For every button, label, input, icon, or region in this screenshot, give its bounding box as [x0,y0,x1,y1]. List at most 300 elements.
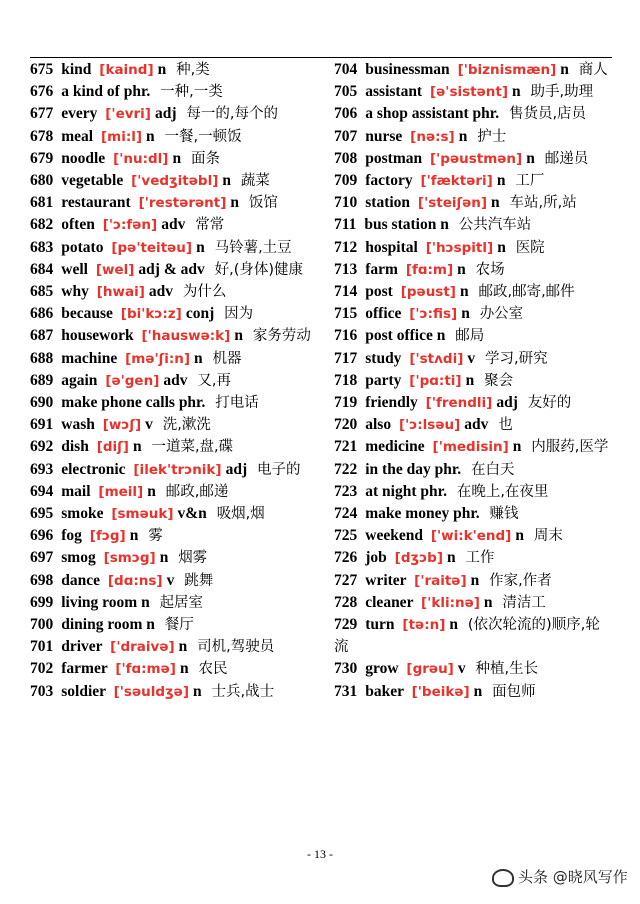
entry-phonetic: [mə'ʃi:n] [125,350,191,367]
vocab-entry [30,436,320,458]
entry-number: 692 [30,438,54,456]
entry-word: because [61,305,113,323]
entry-meaning: 在白天 [471,461,515,478]
vocab-entry [334,481,614,503]
entry-word: in the day [365,460,431,478]
entry-part-of-speech: n [147,482,156,500]
entry-number: 699 [30,593,54,611]
entry-phonetic: [meil] [98,483,144,500]
entry-part-of-speech: n [483,593,493,611]
entry-phonetic: ['kli:nə] [421,594,480,611]
entry-part-of-speech: n [512,438,522,456]
entry-phonetic: [wel] [95,261,135,278]
entry-number: 720 [334,416,358,434]
entry-part-of-speech: n [146,616,155,634]
entry-part-of-speech: adj [154,105,177,123]
entry-word: often [61,216,95,234]
entry-meaning: 周末 [533,528,563,545]
vocab-entry [334,370,614,392]
entry-number: 702 [30,660,54,678]
entry-number: 701 [30,638,54,656]
entry-meaning: 常常 [195,217,225,234]
entry-phonetic: [smɔg] [103,550,156,567]
entry-word: housework [61,327,134,345]
entry-part-of-speech: n [129,527,139,545]
entry-meaning: 作家,作者 [489,572,552,589]
watermark [492,866,628,887]
entry-meaning: 助手,助理 [530,84,594,101]
entry-word: nurse [365,127,403,145]
entry-word: post office [365,327,433,345]
entry-meaning: 邮局 [455,328,485,345]
entry-meaning: 也 [498,417,513,434]
entry-part-of-speech: adv [161,216,186,234]
entry-part-of-speech: n [457,260,466,278]
entry-word: weekend [365,527,423,545]
entry-number: 721 [334,438,358,456]
entry-word: medicine [365,438,425,456]
vocab-entry [334,325,614,347]
entry-number: 716 [334,327,358,345]
entry-meaning: 家务劳动 [252,328,311,345]
entry-phonetic: ['hauswə:k] [141,328,231,345]
entry-number: 706 [334,105,358,123]
entry-meaning: 医院 [515,239,545,256]
entry-number: 679 [30,149,54,167]
entry-word: post [365,283,393,301]
entry-part-of-speech: n [146,127,155,145]
entry-number: 678 [30,127,54,145]
entry-number: 707 [334,127,358,145]
vocab-entry [30,592,320,614]
entry-word: smoke [61,505,104,523]
entry-part-of-speech: n [436,327,446,345]
vocab-entry [30,325,320,347]
entry-meaning: 好,(身体)健康 [214,261,304,278]
entry-meaning: 饭馆 [248,195,278,212]
entry-word: bus station [364,216,437,234]
entry-number: 683 [30,238,54,256]
entry-part-of-speech: adv [163,371,188,389]
entry-number: 709 [334,172,358,190]
entry-phonetic: [nə:s] [410,128,455,145]
entry-word: writer [365,571,407,589]
entry-meaning: 学习,研究 [485,350,548,367]
entry-meaning: 在晚上,在夜里 [456,483,549,500]
entry-word: potato [61,238,104,256]
entry-number: 723 [334,482,358,500]
entry-phonetic: [wɔʃ] [102,417,142,434]
entry-number: 724 [334,505,358,523]
entry-number: 727 [334,571,358,589]
entry-phonetic: ['nu:dl] [113,150,169,167]
vocab-entry [334,281,614,303]
entry-number: 712 [334,238,358,256]
vocab-entry [334,547,614,569]
entry-part-of-speech: n [194,349,203,367]
watermark-logo-icon [492,869,514,887]
entry-number: 703 [30,682,54,700]
entry-part-of-speech: n [159,549,169,567]
entry-word: mail [61,482,91,500]
vocab-entry [30,259,320,281]
entry-number: 680 [30,172,54,190]
entry-meaning: 农民 [198,661,228,678]
entry-part-of-speech: n [196,238,205,256]
entry-part-of-speech: n [178,638,188,656]
entry-meaning: 机器 [212,350,242,367]
entry-part-of-speech: n [470,571,480,589]
entry-number: 675 [30,61,54,78]
entry-number: 684 [30,260,54,278]
vocab-entry [334,126,614,148]
entry-part-of-speech: n [491,194,500,212]
entry-phonetic: [diʃ] [96,439,129,456]
entry-part-of-speech: n [193,682,202,700]
entry-phonetic: ['stʌdi] [409,350,464,367]
entry-part-of-speech: n [132,438,142,456]
vocab-entry [334,259,614,281]
entry-meaning: 工厂 [515,173,545,190]
entry-phonetic: ['fæktəri] [420,173,493,190]
entry-word: cleaner [365,593,414,611]
entry-part-of-speech: phr. [178,394,206,412]
entry-meaning: 跳舞 [184,572,214,589]
entry-phonetic: ['wi:k'end] [430,528,512,545]
vocab-entry [30,503,320,525]
entry-meaning: 吸烟,烟 [216,506,265,523]
entry-phonetic: ['ɔ:fən] [102,217,158,234]
entry-number: 700 [30,616,54,634]
entry-phonetic: ['hɔspitl] [425,239,494,256]
vocab-entry [30,81,320,103]
entry-phonetic: [fɑ:m] [405,261,454,278]
entry-phonetic: ['biznismæn] [457,62,557,78]
vocab-entry [30,103,320,125]
entry-phonetic: [fɔg] [89,528,126,545]
vocab-entry [334,348,614,370]
entry-part-of-speech: n [234,327,243,345]
entry-word: meal [61,127,94,145]
entry-word: driver [61,638,103,656]
entry-phonetic: [grəu] [406,661,454,678]
entry-phonetic: [ilek'trɔnik] [133,461,222,478]
vocab-entry [30,303,320,325]
vocab-entry [334,103,614,125]
entry-number: 687 [30,327,54,345]
entry-meaning: 公共汽车站 [458,217,532,234]
entry-number: 704 [334,61,358,78]
vocab-entry [334,681,614,703]
vocab-entry [30,392,320,414]
entry-phonetic: [ə'gen] [105,372,160,389]
entry-part-of-speech: v [467,349,476,367]
entry-number: 677 [30,105,54,123]
entry-part-of-speech: adv [464,416,489,434]
entry-word: every [61,105,98,123]
entry-word: why [61,283,89,301]
vocab-entry [334,525,614,547]
entry-phonetic: ['beikə] [411,683,470,700]
vocab-entry [30,370,320,392]
entry-part-of-speech: n [461,305,470,323]
entry-meaning: 餐厅 [164,617,194,634]
vocab-entry [30,126,320,148]
entry-part-of-speech: conj [185,305,215,323]
entry-meaning: 起居室 [159,594,204,611]
entry-word: farmer [61,660,108,678]
entry-part-of-speech: n [157,61,167,78]
vocab-entry [30,237,320,259]
entry-meaning: (依次轮流的)顺序,轮流 [334,617,600,656]
entry-number: 686 [30,305,54,323]
entry-phonetic: [hwai] [96,284,145,301]
entry-part-of-speech: adj [225,460,248,478]
vocab-entry [334,592,614,614]
entry-meaning: 种植,生长 [475,661,539,678]
entry-phonetic: [ə'sistənt] [429,84,508,101]
entry-part-of-speech: n [496,172,506,190]
vocab-entry [30,459,320,481]
vocab-entry [30,614,320,636]
entry-part-of-speech: phr. [472,105,500,123]
entry-phonetic: ['səuldʒə] [113,683,189,700]
entry-part-of-speech: n [447,549,456,567]
entry-meaning: 每一的,每个的 [186,106,279,123]
entry-number: 690 [30,394,54,412]
vocab-entry [30,658,320,680]
entry-meaning: 又,再 [197,372,231,389]
entry-phonetic: ['pɑ:ti] [409,372,462,389]
entry-number: 698 [30,571,54,589]
entry-number: 688 [30,349,54,367]
entry-meaning: 电子的 [257,461,301,478]
entry-number: 725 [334,527,358,545]
entry-word: a shop assistant [365,105,469,123]
entry-part-of-speech: adj [496,394,518,412]
entry-number: 682 [30,216,54,234]
entry-meaning: 因为 [224,306,254,323]
entry-phonetic: [dʒɔb] [394,550,443,567]
entry-part-of-speech: adj & adv [138,260,205,278]
entry-meaning: 烟雾 [178,550,208,567]
entry-part-of-speech: n [497,238,506,256]
entry-word: hospital [365,238,418,256]
entry-phonetic: ['draivə] [110,639,175,656]
entry-part-of-speech: n [449,616,459,634]
entry-number: 693 [30,460,54,478]
entry-number: 710 [334,194,358,212]
entry-phonetic: ['fɑ:mə] [115,661,176,678]
entry-phonetic: [bi'kɔ:z] [120,306,182,323]
entry-number: 731 [334,682,358,700]
entry-meaning: 蔬菜 [240,173,270,190]
entry-number: 711 [334,216,357,234]
entry-word: party [365,371,402,389]
entry-number: 729 [334,616,358,634]
entry-word: grow [365,660,399,678]
entry-phonetic: [dɑ:ns] [107,572,163,589]
entry-word: postman [365,149,423,167]
entry-meaning: 雾 [148,528,163,545]
entry-phonetic: [pə'teitəu] [111,239,193,256]
entry-word: soldier [61,682,106,700]
entry-word: friendly [365,394,418,412]
entry-meaning: 一道菜,盘,碟 [151,439,234,456]
entry-word: factory [365,172,413,190]
entry-number: 722 [334,460,358,478]
entry-part-of-speech: adv [148,283,173,301]
entry-word: assistant [365,83,423,101]
vocab-entry [30,348,320,370]
entry-word: make money [365,505,450,523]
vocab-entry [30,214,320,236]
entry-number: 730 [334,660,358,678]
entry-part-of-speech: v [166,571,175,589]
entry-word: turn [365,616,395,634]
header-rule [30,57,612,58]
entry-part-of-speech: n [230,194,240,212]
entry-phonetic: ['frendli] [425,395,493,412]
vocab-entry [30,414,320,436]
entry-meaning: 聚会 [484,372,514,389]
entry-phonetic: [sməuk] [111,506,174,523]
vocab-entry [30,636,320,658]
entry-part-of-speech: phr. [453,505,480,523]
entry-word: station [365,194,411,212]
entry-word: fog [61,527,82,545]
entry-word: dance [61,571,100,589]
entry-phonetic: ['steiʃən] [417,195,488,212]
vocab-entry [30,570,320,592]
entry-number: 726 [334,549,358,567]
entry-part-of-speech: n [560,61,569,78]
entry-meaning: 司机,驾驶员 [197,639,275,656]
vocab-entry [334,658,614,680]
entry-word: smog [61,549,96,567]
entry-word: dish [61,438,89,456]
entry-part-of-speech: n [440,216,449,234]
entry-meaning: 售货员,店员 [508,106,587,123]
entry-meaning: 为什么 [182,284,227,301]
entry-part-of-speech: n [512,83,521,101]
entry-phonetic: [mi:l] [100,128,143,145]
entry-meaning: 商人 [578,62,608,78]
entry-number: 708 [334,149,358,167]
entry-part-of-speech: v&n [177,505,207,523]
entry-part-of-speech: n [172,149,182,167]
entry-word: again [61,371,98,389]
vocab-entry [334,237,614,259]
entry-part-of-speech: n [465,371,475,389]
entry-word: study [365,349,402,367]
entry-number: 705 [334,83,358,101]
entry-meaning: 工作 [465,550,495,567]
vocab-entry [334,392,614,414]
entry-meaning: 一餐,一顿饭 [164,128,242,145]
vocab-entry [334,303,614,325]
entry-meaning: 邮政,邮寄,邮件 [478,284,575,301]
entry-meaning: 车站,所,站 [509,195,577,212]
entry-number: 728 [334,593,358,611]
entry-meaning: 清洁工 [502,594,546,611]
entry-word: job [365,549,387,567]
entry-word: dining room [61,616,143,634]
entry-meaning: 农场 [475,261,505,278]
entry-word: living room [61,593,138,611]
entry-word: machine [61,349,118,367]
vocab-entry [334,503,614,525]
entry-part-of-speech: n [526,149,535,167]
entry-number: 714 [334,283,358,301]
entry-word: businessman [365,61,450,78]
entry-meaning: 面包师 [492,683,536,700]
entry-meaning: 办公室 [479,306,524,323]
right-column [334,59,614,703]
entry-word: office [365,305,402,323]
vocab-entry [334,170,614,192]
entry-number: 717 [334,349,358,367]
entry-phonetic: [pəust] [400,284,456,301]
entry-word: restaurant [61,194,131,212]
entry-number: 695 [30,505,54,523]
entry-phonetic: ['medisin] [432,439,509,456]
vocab-entry [30,148,320,170]
entry-part-of-speech: n [222,172,232,190]
vocab-entry [334,192,614,214]
entry-meaning: 一种,一类 [160,84,223,101]
entry-meaning: 士兵,战士 [211,683,275,700]
vocab-entry [30,192,320,214]
vocab-entry [30,281,320,303]
entry-word: at night [365,482,417,500]
entry-word: wash [61,416,95,434]
entry-part-of-speech: phr. [420,482,447,500]
entry-phonetic: ['restərənt] [138,195,227,212]
entry-part-of-speech: n [141,593,150,611]
entry-phonetic: ['ɔ:lsəu] [398,417,461,434]
vocab-entry [334,459,614,481]
vocab-entry [30,681,320,703]
entry-meaning: 赚钱 [489,506,519,523]
vocab-entry [334,148,614,170]
entry-meaning: 邮递员 [544,150,589,167]
entry-word: electronic [61,460,126,478]
watermark-text: 头条 @晓风写作 [518,868,628,886]
entry-phonetic: [tə:n] [402,617,446,634]
entry-part-of-speech: v [145,416,153,434]
entry-meaning: 内服药,医学 [531,439,609,456]
entry-part-of-speech: n [458,127,468,145]
entry-part-of-speech: n [473,682,483,700]
vocab-entry [334,436,614,458]
entry-word: vegetable [61,172,124,190]
left-column [30,59,320,703]
entry-word: well [61,260,88,278]
entry-phonetic: ['evri] [105,106,151,123]
entry-phonetic: ['ɔ:fis] [409,306,458,323]
entry-part-of-speech: n [459,283,469,301]
entry-number: 696 [30,527,54,545]
vocab-entry [334,81,614,103]
entry-part-of-speech: phr. [434,460,462,478]
entry-part-of-speech: phr. [123,83,151,101]
entry-word: make phone calls [61,394,175,412]
entry-meaning: 面条 [190,150,220,167]
entry-number: 685 [30,283,54,301]
entry-meaning: 打电话 [215,395,259,412]
entry-word: farm [365,260,398,278]
